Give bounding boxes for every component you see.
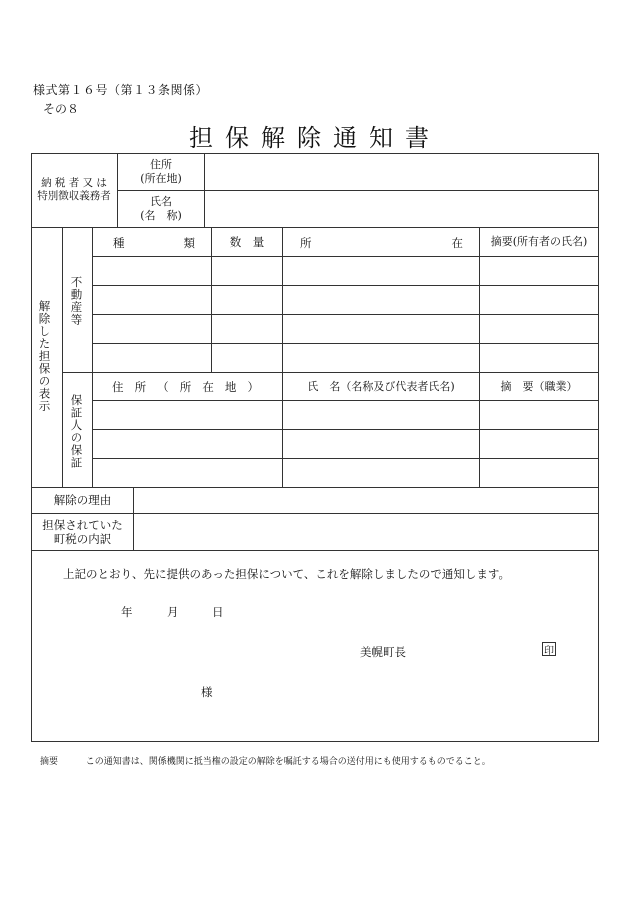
name-label-line2: (名 称): [140, 209, 182, 222]
col-guarantor-address-header: [112, 379, 259, 395]
rule-re-h1: [92, 256, 599, 257]
rule-gu-h2: [92, 429, 599, 430]
page-title: 担保解除通知書: [189, 124, 441, 152]
seal-mark: 印: [542, 642, 556, 656]
secured-tax-field[interactable]: [134, 514, 598, 550]
form-label: 様式第１６号（第１３条関係）: [33, 83, 209, 97]
form-sub-label: その８: [43, 102, 80, 116]
reason-field[interactable]: [134, 488, 598, 513]
mayor-title: 美幌町長: [360, 645, 406, 659]
taxpayer-label-line1: 納 税 者 又 は: [41, 176, 107, 189]
address-field[interactable]: [205, 154, 598, 190]
col-location-char2: 在: [451, 236, 463, 250]
taxpayer-label: [31, 168, 117, 212]
address-label: [118, 154, 204, 190]
secured-tax-label: [32, 514, 133, 550]
name-label: [118, 191, 204, 227]
col-ga-char4: 所: [179, 380, 192, 394]
col-guarantor-name-header: 氏 名（名称及び代表者氏名): [307, 379, 455, 393]
rule-secured-bottom: [31, 550, 599, 551]
rule-section-v: [62, 227, 63, 488]
col-ga-char2: 所: [134, 380, 147, 394]
col-kind-header: [113, 235, 195, 251]
footnote: [40, 754, 491, 767]
secured-tax-line1: 担保されていた: [42, 517, 123, 532]
released-section-label: 解除した担保の表示: [37, 300, 52, 413]
notice-text: 上記のとおり、先に提供のあった担保について、これを解除しましたので通知します。: [63, 567, 511, 581]
date-month: 月: [167, 605, 179, 619]
col-ga-char7: ）: [247, 380, 259, 394]
col-ga-char3: （: [157, 380, 169, 394]
col-kind-char1: 種: [113, 236, 125, 250]
col-ga-char6: 地: [224, 380, 237, 394]
name-field[interactable]: [205, 191, 598, 227]
rule-re-h4: [92, 343, 599, 344]
col-kind-char2: 類: [183, 236, 195, 250]
rule-re-h3: [92, 314, 599, 315]
name-label-line1: 氏名: [150, 195, 172, 209]
real-estate-label: 不動産等: [69, 276, 84, 326]
footnote-label: 摘要: [40, 757, 59, 767]
secured-tax-line2: 町税の内訳: [53, 532, 112, 546]
rule-re-v2: [282, 227, 283, 372]
address-label-line1: 住所: [150, 158, 172, 172]
guarantor-label: 保証人の保証: [69, 394, 84, 469]
rule-re-h2: [92, 285, 599, 286]
col-summary-header: 摘要(所有者の氏名): [490, 235, 588, 249]
date-day: 日: [212, 605, 224, 619]
col-location-char1: 所: [300, 236, 312, 250]
rule-subsection-v: [92, 227, 93, 488]
taxpayer-label-line2: 特別徴収義務者: [37, 190, 111, 202]
col-qty-header: 数 量: [229, 234, 265, 249]
reason-label: 解除の理由: [53, 493, 112, 508]
footnote-text: この通知書は、関係機関に抵当権の設定の解除を嘱託する場合の送付用にも使用するものでること。: [85, 757, 491, 767]
addressee-suffix: 様: [201, 685, 213, 699]
col-location-header: [300, 235, 463, 251]
address-label-line2: (所在地): [140, 172, 182, 185]
rule-gu-h3: [92, 458, 599, 459]
col-guarantor-summary-header: 摘 要（職業）: [500, 379, 578, 393]
rule-gu-h1: [92, 400, 599, 401]
col-ga-char1: 住: [112, 380, 124, 394]
date-year: 年: [121, 605, 133, 619]
col-ga-char5: 在: [202, 380, 214, 394]
